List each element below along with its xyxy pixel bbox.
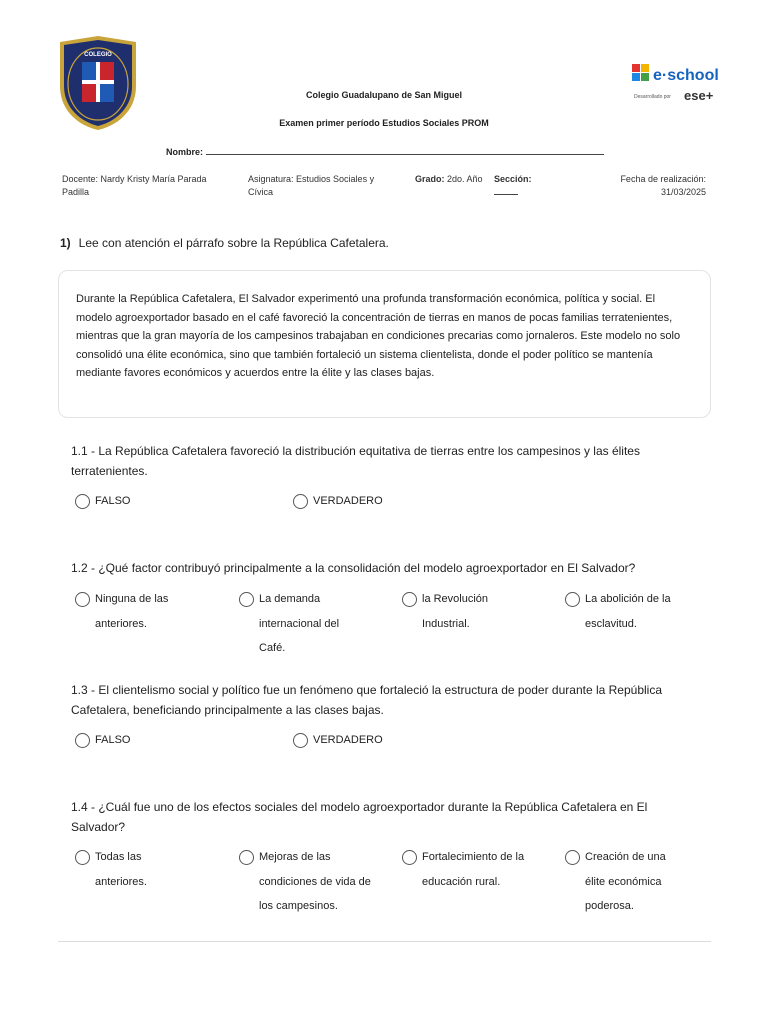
fecha-label: Fecha de realización: [620,174,706,184]
seccion-blank[interactable] [494,186,518,195]
item-1-2-stem: 1.2 - ¿Qué factor contribuyó principalmente a la consolidación del modelo agroexportador en El Salvador? [71,561,636,575]
item-1-3-option-falso[interactable]: FALSO [75,728,130,753]
passage-text: Durante la República Cafetalera, El Salvador experimentó una profunda transformación económica, política y social. El modelo agroexportador basado en el café favoreció la concentración de tierras en manos de pocas familias terratenientes, mientras que la gran mayoría de los campesinos trabajaban en condiciones precarias como jornaleros. Este modelo no solo consolidó una élite económica, sino que también fortaleció un sistema clientelista, donde el poder político se mantenía mediante favores económicos y acuerdos entre la élite y las clases bajas. [76,293,681,380]
item-1-4-option-a[interactable]: Todas las anteriores. [75,845,215,894]
name-field[interactable] [166,146,604,157]
radio-icon[interactable] [565,850,580,865]
seccion-label: Sección: [494,174,532,184]
ese-brand: ese+ [684,88,714,103]
radio-icon[interactable] [565,592,580,607]
radio-icon[interactable] [402,592,417,607]
grado-label: Grado: [415,174,445,184]
radio-icon[interactable] [75,592,90,607]
item-1-3-option-verdadero[interactable]: VERDADERO [293,728,383,753]
divider [58,941,711,942]
item-1-2-option-a[interactable]: Ninguna de las anteriores. [75,587,215,636]
fecha-value: 31/03/2025 [660,187,706,197]
name-label: Nombre: [166,147,204,157]
grado [415,173,485,186]
eschool-brand: e·school [653,67,719,84]
radio-icon[interactable] [293,494,308,509]
radio-icon[interactable] [239,850,254,865]
item-1-4-stem: 1.4 - ¿Cuál fue uno de los efectos sociales del modelo agroexportador durante la República Cafetalera en El Salvador? [71,800,648,834]
item-1-1-option-falso[interactable]: FALSO [75,489,130,514]
item-1-4-option-c[interactable]: Fortalecimiento de la educación rural. [402,845,542,894]
item-1-2-option-d[interactable]: La abolición de la esclavitud. [565,587,705,636]
item-1-1-stem: 1.1 - La República Cafetalera favoreció la distribución equitativa de tierras entre los campesinos y las élites terratenientes. [71,444,640,478]
item-1-4-option-d[interactable]: Creación de una élite económica poderosa. [565,845,705,919]
name-blank-line[interactable] [206,146,604,155]
item-1-4-option-b[interactable]: Mejoras de las condiciones de vida de los campesinos. [239,845,379,919]
asignatura: Asignatura: Estudios Sociales y Cívica [248,174,375,197]
school-name: Colegio Guadalupano de San Miguel [305,90,462,100]
radio-icon[interactable] [402,850,417,865]
exam-title: Examen primer período Estudios Sociales PROM [279,118,489,128]
question-1 [60,236,389,250]
radio-icon[interactable] [75,733,90,748]
item-1-1-option-verdadero[interactable]: VERDADERO [293,489,383,514]
question-number: 1) [60,236,71,250]
radio-icon[interactable] [75,494,90,509]
item-1-2-option-c[interactable]: la Revolución Industrial. [402,587,542,636]
radio-icon[interactable] [239,592,254,607]
radio-icon[interactable] [293,733,308,748]
item-1-3-stem: 1.3 - El clientelismo social y político fue un fenómeno que fortaleció la estructura de poder durante la República Cafetalera, beneficiando principalmente a las clases bajas. [71,683,663,717]
seccion [494,173,554,199]
docente: Docente: Nardy Kristy María Parada Padilla [62,174,207,197]
grado-value: 2do. Año [447,174,483,184]
logo-top-text: COLEGIO [84,52,112,58]
eschool-sub: Desarrollado por [634,94,671,100]
radio-icon[interactable] [75,850,90,865]
fecha [590,173,706,199]
eschool-logo [628,60,728,110]
question-instruction: Lee con atención el párrafo sobre la República Cafetalera. [78,236,389,250]
item-1-2-option-b[interactable]: La demanda internacional del Café. [239,587,379,661]
